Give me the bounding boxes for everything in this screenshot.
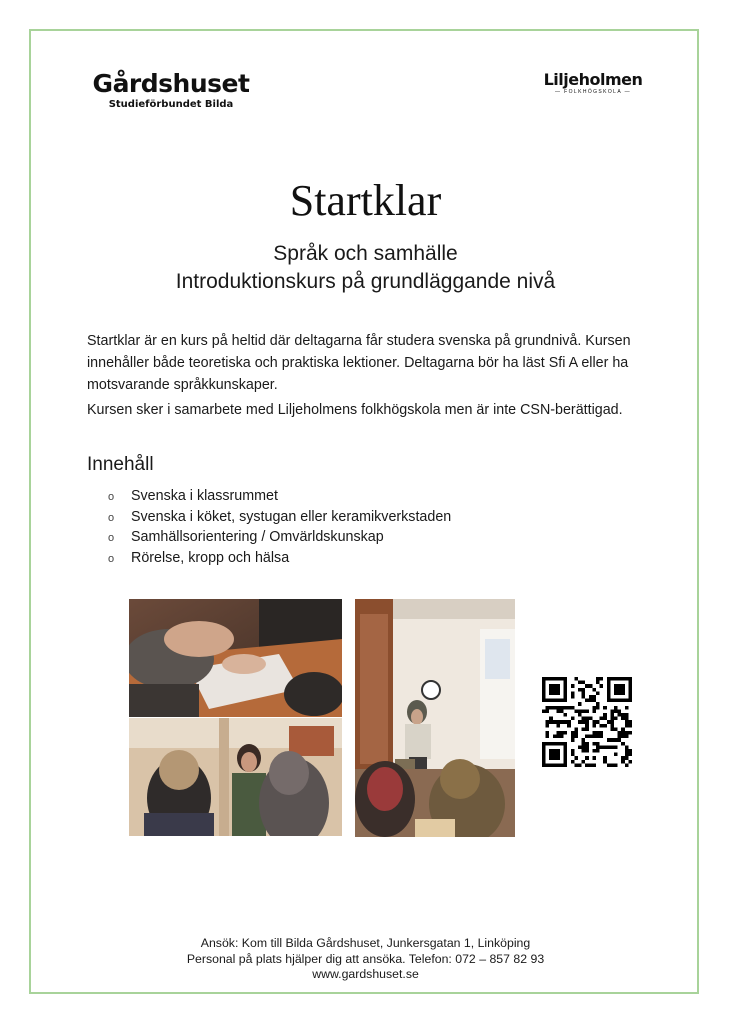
subtitle-line-2: Introduktionskurs på grundläggande nivå — [175, 270, 556, 293]
footer-website-link[interactable]: www.gardshuset.se — [312, 967, 419, 981]
liljeholmen-logo-name: Liljeholmen — [543, 70, 643, 89]
qr-code[interactable] — [542, 677, 632, 767]
gardshuset-logo-name: Gårdshuset — [92, 69, 250, 98]
photo-writing-hands — [129, 599, 342, 717]
liljeholmen-logo-subtitle: — FOLKHÖGSKOLA — — [554, 89, 632, 95]
list-item — [108, 548, 451, 569]
bullet-icon: o — [108, 532, 115, 544]
photo-teacher-group — [129, 718, 342, 836]
bullet-icon: o — [108, 491, 115, 503]
bullet-icon: o — [108, 511, 115, 524]
footer-contact-line: Personal på plats hjälper dig att ansöka. Telefon: 072 – 857 82 93 — [186, 951, 545, 966]
partnership-note: Kursen sker i samarbete med Liljeholmens folkhögskola men är inte CSN-berättigad. — [87, 402, 623, 418]
photo-classroom-presentation — [355, 599, 515, 837]
list-item — [108, 507, 451, 528]
bullet-icon: o — [108, 552, 115, 565]
content-heading: Innehåll — [87, 454, 154, 475]
list-item-label: Samhällsorientering / Omvärldskunskap — [131, 529, 384, 545]
subtitle-line-1: Språk och samhälle — [273, 242, 458, 265]
list-item — [108, 527, 451, 548]
footer-apply-line: Ansök: Kom till Bilda Gårdshuset, Junkersgatan 1, Linköping — [200, 936, 531, 950]
list-item — [108, 486, 451, 507]
liljeholmen-logo — [540, 70, 646, 96]
list-item-label: Svenska i köket, systugan eller keramikverkstaden — [131, 508, 452, 525]
gardshuset-logo — [86, 70, 256, 112]
page-title: Startklar — [289, 176, 442, 225]
footer — [0, 936, 731, 983]
gardshuset-logo-subtitle: Studieförbundet Bilda — [108, 99, 234, 110]
list-item-label: Svenska i klassrummet — [131, 488, 278, 504]
list-item-label: Rörelse, kropp och hälsa — [131, 549, 290, 566]
page-subtitle — [0, 240, 731, 296]
content-list — [108, 486, 451, 568]
course-description: Startklar är en kurs på heltid där deltagarna får studera svenska på grundnivå. Kursen innehåller både teoretiska och praktiska lektioner. Deltagarna bör ha läst Sfi A eller ha motsvarande språkkunskaper. — [87, 333, 631, 393]
